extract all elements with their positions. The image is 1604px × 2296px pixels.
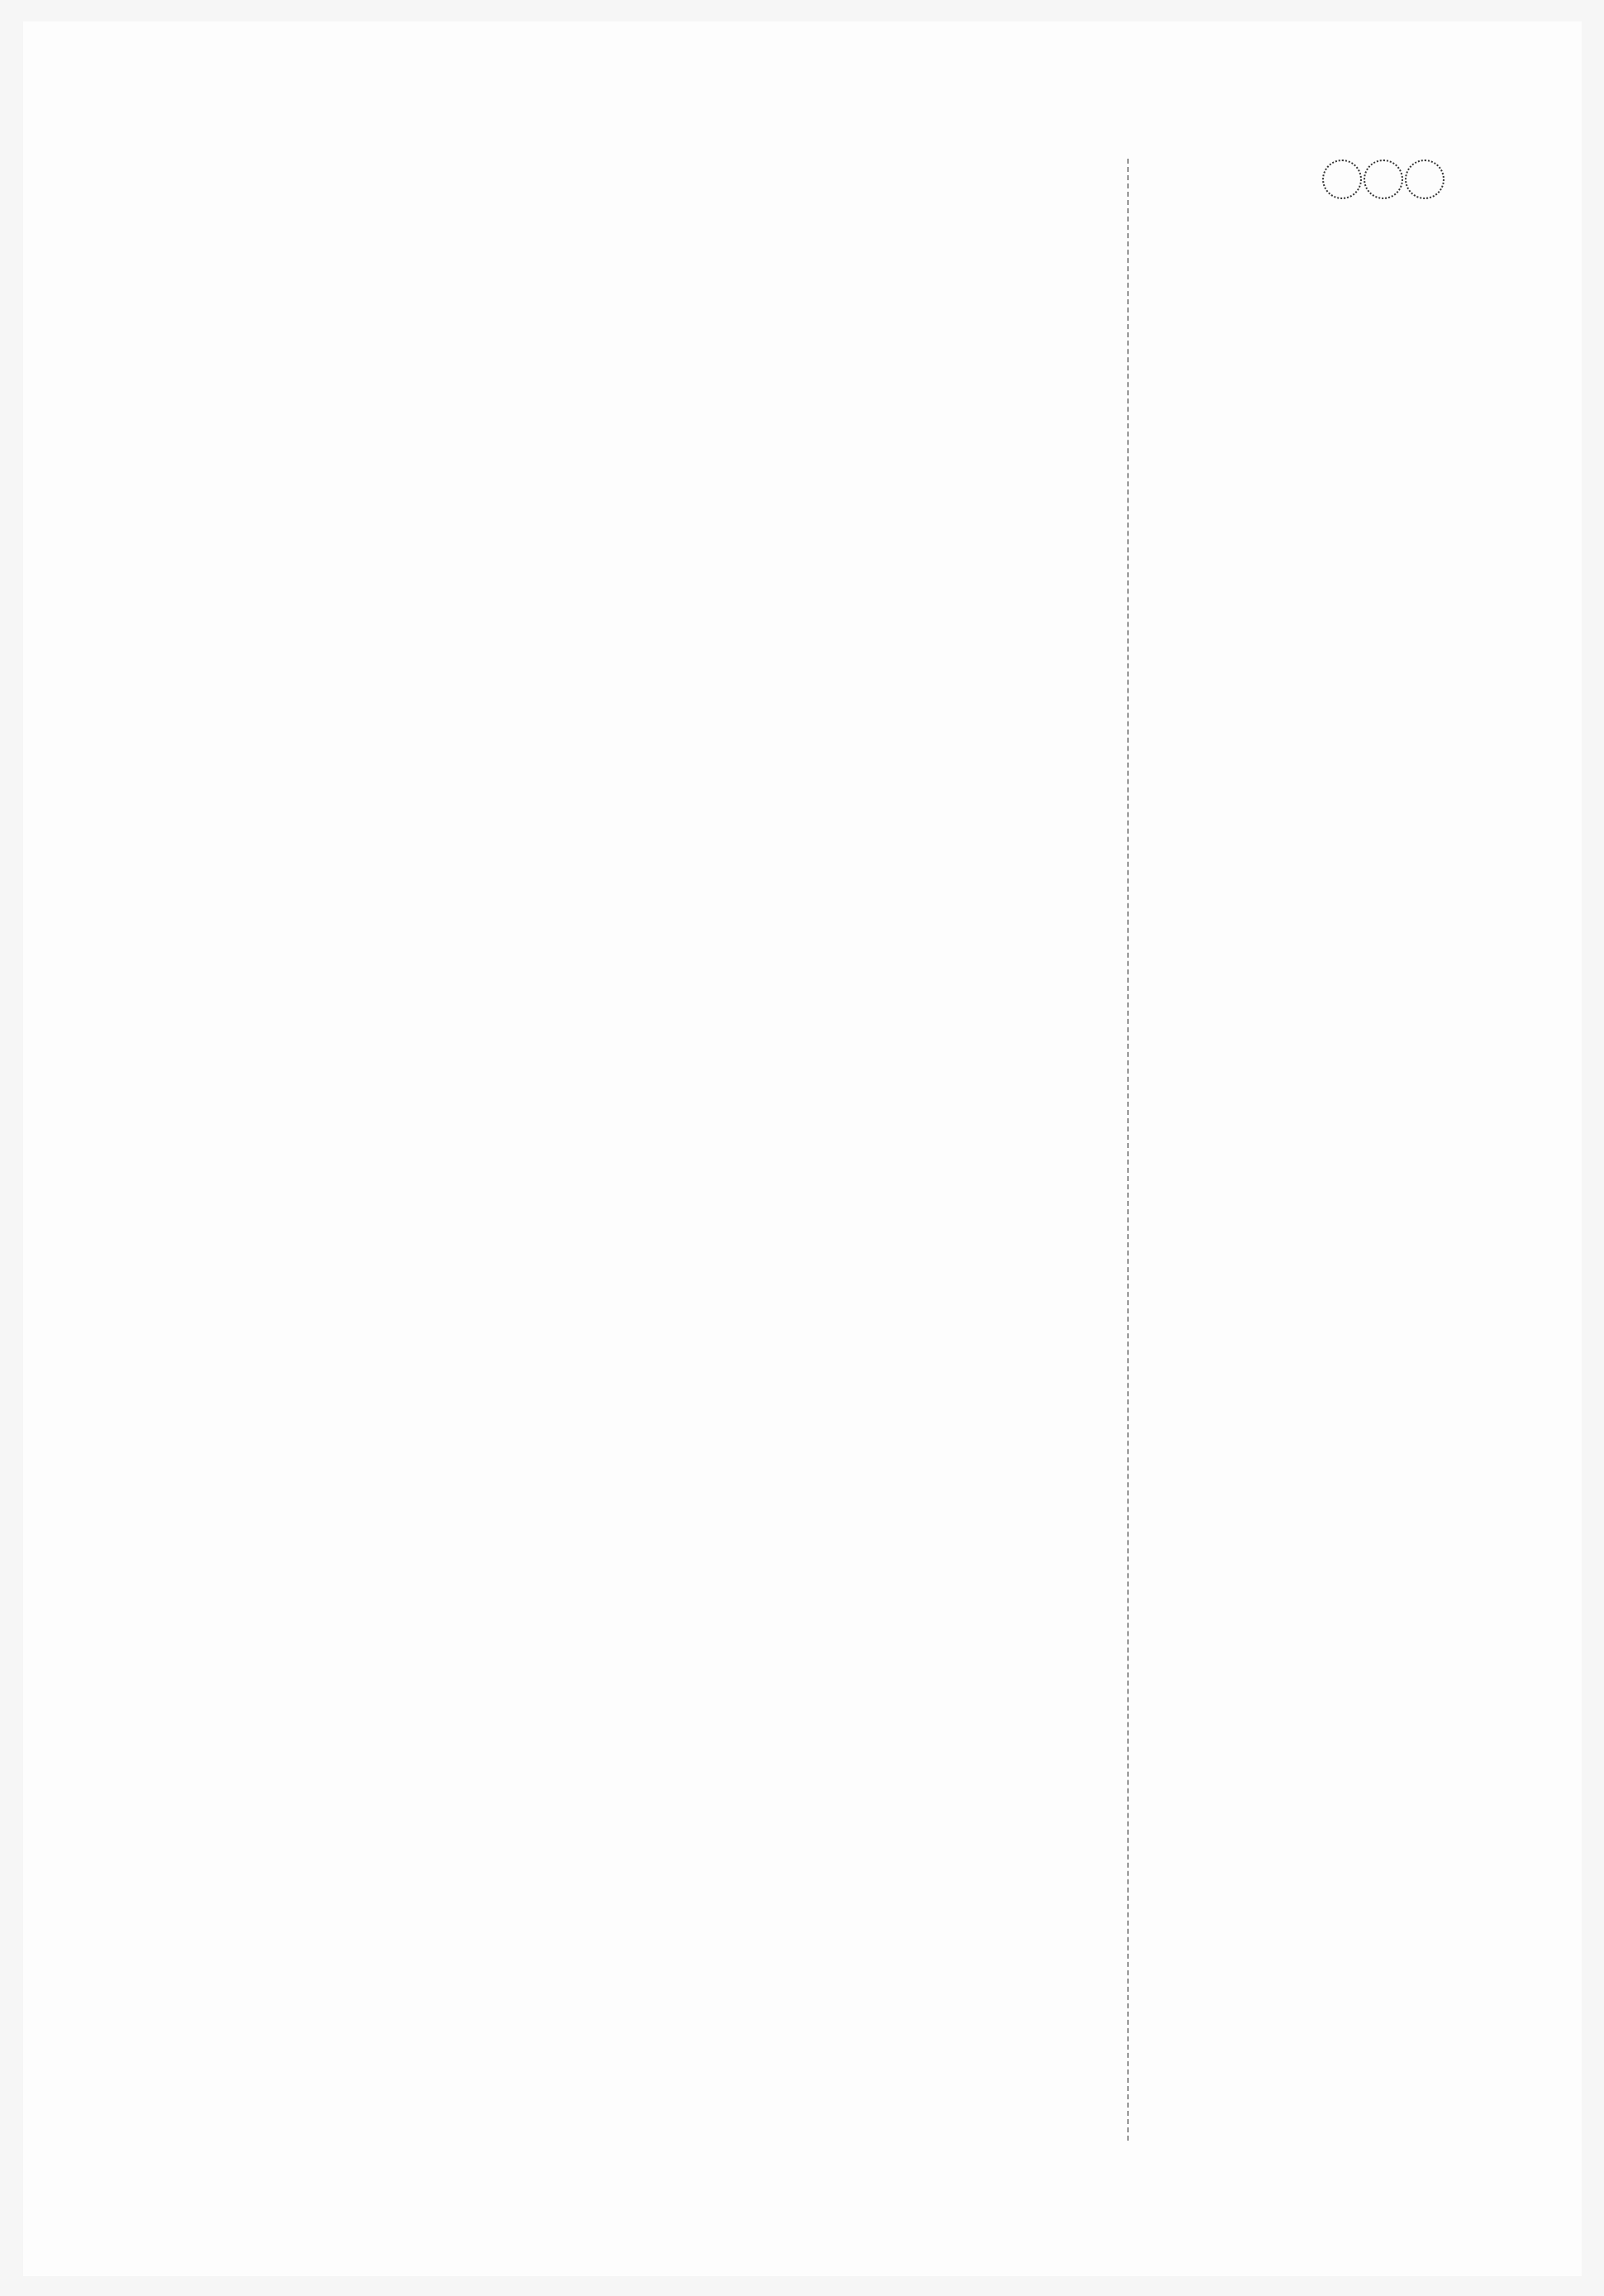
side-title-char-1 [1322,160,1362,199]
side-title-char-2 [1364,160,1403,199]
unit-header [1279,93,1307,121]
column-divider [1127,159,1129,2141]
correction-column-title [1322,160,1445,199]
workbook-page [23,21,1582,2276]
side-title-char-3 [1405,160,1445,199]
